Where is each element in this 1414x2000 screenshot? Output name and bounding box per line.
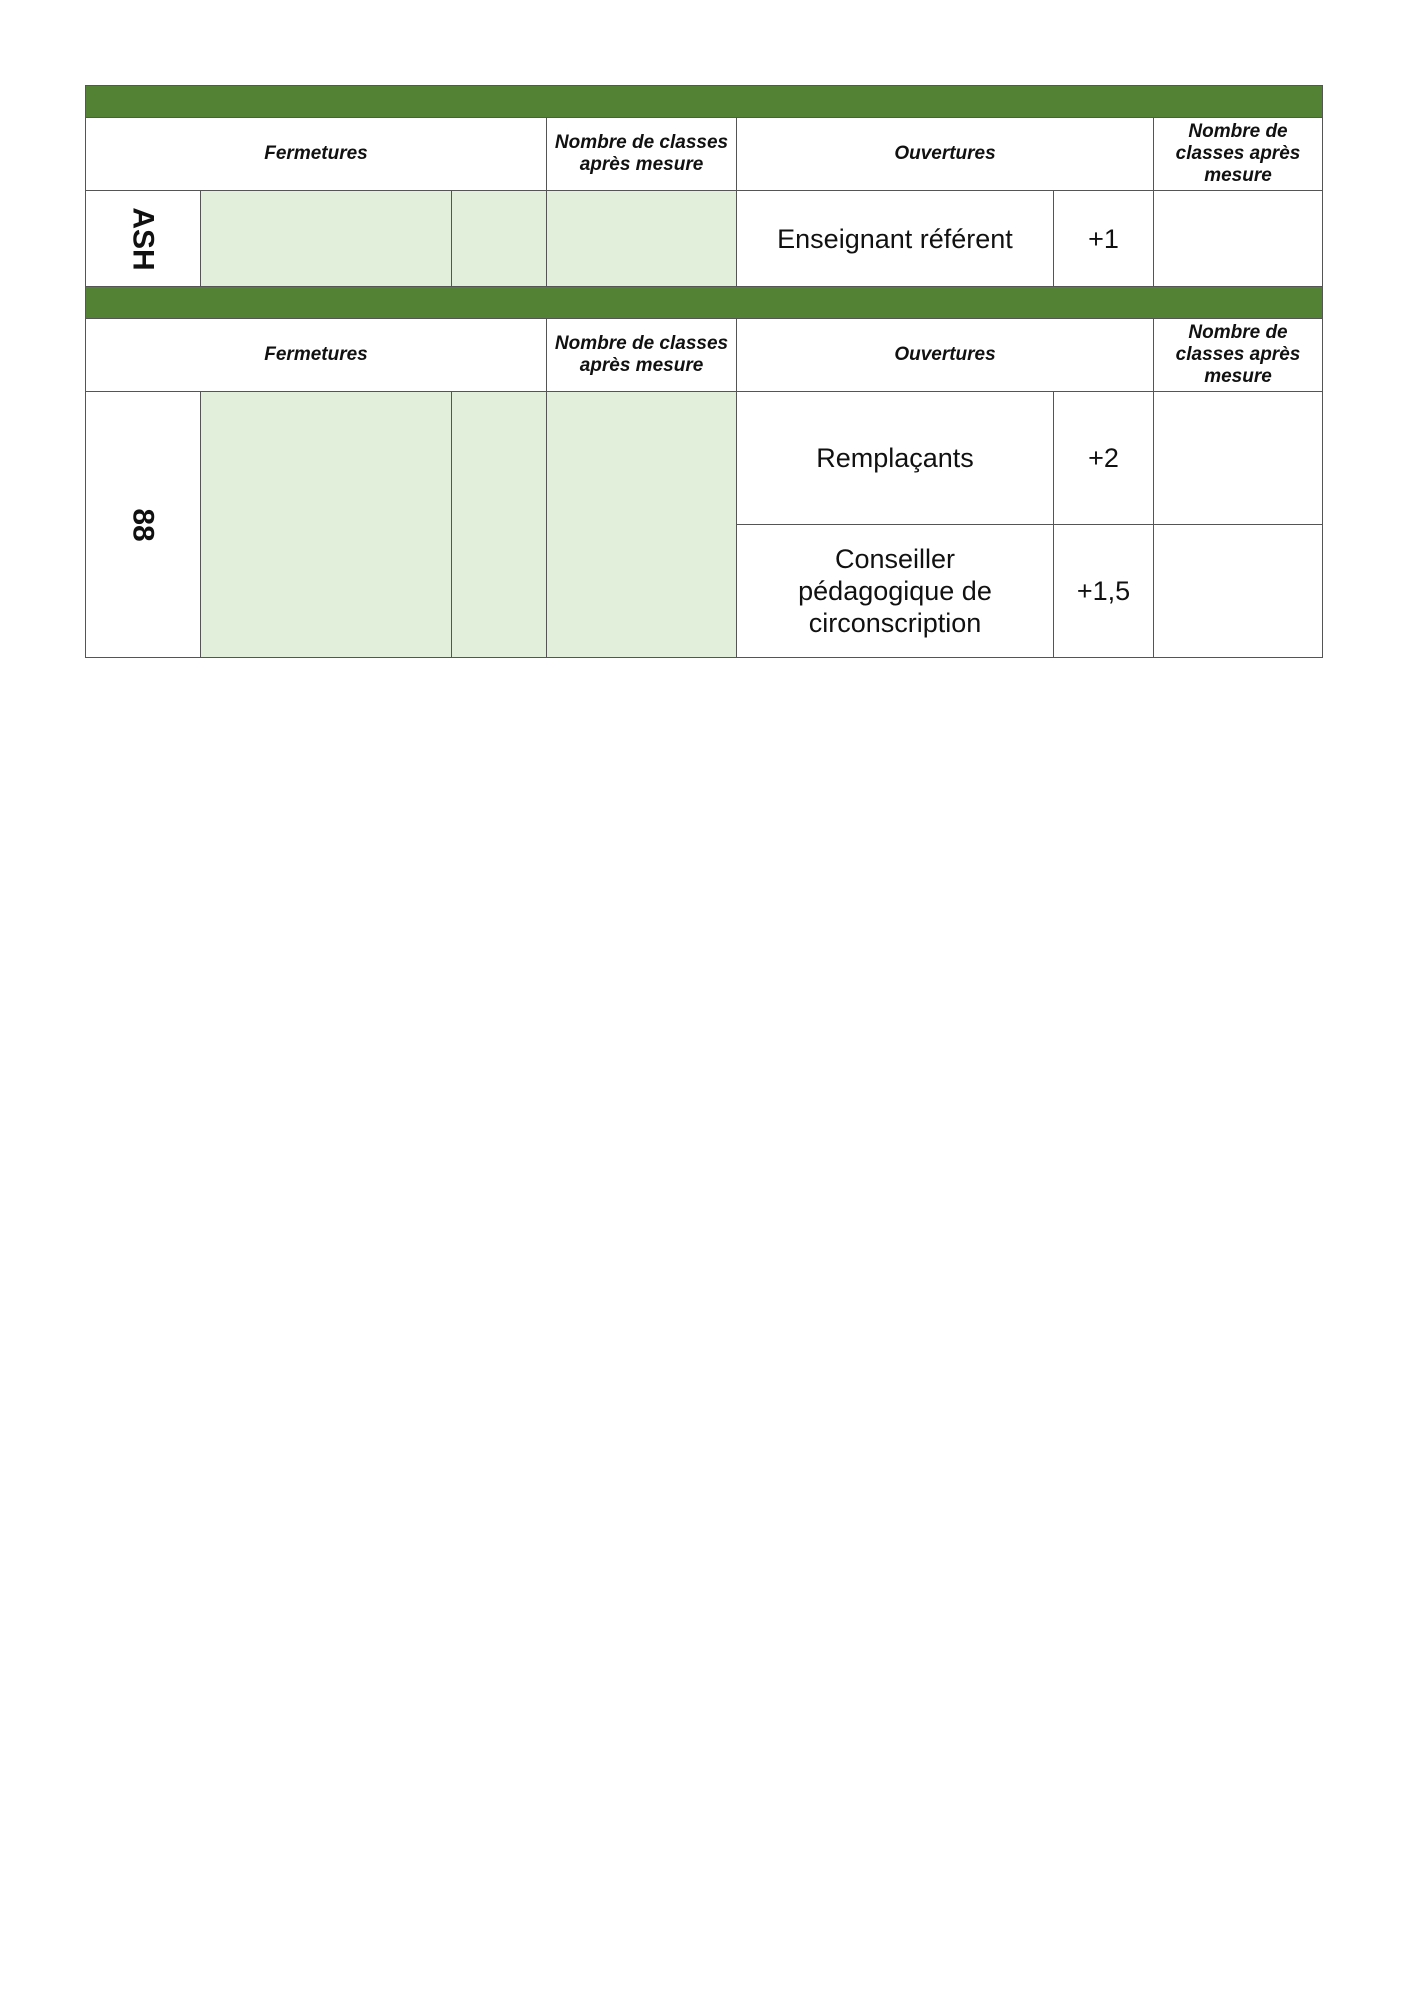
section-code: ASH	[127, 206, 160, 271]
header-row	[86, 319, 1323, 392]
header-row	[86, 118, 1323, 191]
fermeture-value-cell	[452, 392, 547, 658]
table-row	[86, 191, 1323, 287]
nombre-right-cell	[1154, 392, 1323, 525]
nombre-right-cell	[1154, 525, 1323, 658]
section-code-cell	[86, 392, 201, 658]
nombre-right-cell	[1154, 191, 1323, 287]
fermeture-value-cell	[452, 191, 547, 287]
header-nombre-left: Nombre de classes après mesure	[547, 319, 737, 392]
section-code-cell	[86, 191, 201, 287]
header-nombre-left: Nombre de classes après mesure	[547, 118, 737, 191]
section-band	[86, 86, 1323, 118]
section-code: 88	[127, 507, 160, 542]
fermeture-cell	[201, 392, 452, 658]
nombre-left-cell	[547, 392, 737, 658]
measures-table	[85, 85, 1323, 658]
header-fermetures: Fermetures	[86, 319, 547, 392]
header-nombre-right: Nombre de classes après mesure	[1154, 118, 1323, 191]
fermeture-cell	[201, 191, 452, 287]
table-row	[86, 392, 1323, 525]
header-fermetures: Fermetures	[86, 118, 547, 191]
ouverture-label: Conseiller pédagogique de circonscription	[737, 525, 1054, 658]
section-band	[86, 287, 1323, 319]
ouverture-label: Enseignant référent	[737, 191, 1054, 287]
ouverture-label: Remplaçants	[737, 392, 1054, 525]
nombre-left-cell	[547, 191, 737, 287]
ouverture-value: +1	[1054, 191, 1154, 287]
ouverture-value: +2	[1054, 392, 1154, 525]
measures-sheet	[85, 85, 1322, 658]
header-ouvertures: Ouvertures	[737, 118, 1154, 191]
header-nombre-right: Nombre de classes après mesure	[1154, 319, 1323, 392]
header-ouvertures: Ouvertures	[737, 319, 1154, 392]
ouverture-value: +1,5	[1054, 525, 1154, 658]
